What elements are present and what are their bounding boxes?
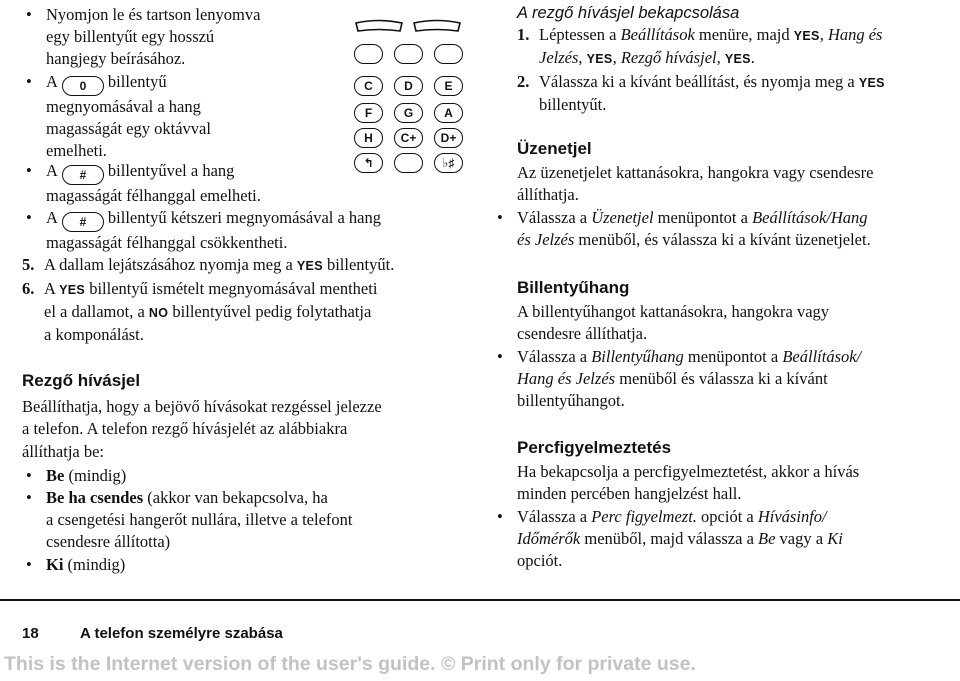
vibrating-alert-subheading: A rezgő hívásjel bekapcsolása — [517, 4, 740, 22]
flat-sharp-key-icon: ♭♯ — [434, 153, 463, 173]
key-g: G — [394, 103, 423, 123]
no-key-label: NO — [148, 305, 169, 320]
bullet-long-note: • Nyomjon le és tartson lenyomva egy billentyűt egy hosszú hangjegy beírásához. — [22, 4, 362, 71]
right-soft-key-icon — [412, 18, 462, 34]
bullet-semitone-up: • A # billentyűvel a hang magasságát félhanggal emelheti. — [22, 160, 482, 207]
yes-key-label: YES — [296, 259, 323, 274]
left-soft-key-icon — [354, 18, 404, 34]
keypad-illustration — [354, 18, 464, 178]
yes-key-label: YES — [59, 282, 86, 297]
page-number: 18 — [22, 625, 39, 642]
step-2: 2. Válassza ki a kívánt beállítást, és nyomja meg a YES billentyűt. — [517, 71, 885, 114]
bullet-octave: • A 0 billentyű megnyomásával a hang magasságát egy oktávval emelheti. — [22, 71, 362, 163]
option-on-if-silent: • Be ha csendes (akkor van bekapcsolva, ha a csengetési hangerőt nullára, illetve a telefont csendesre állította) — [22, 487, 482, 554]
message-alert-bullet: • Válassza a Üzenetjel menüpontot a Beállítások/Hang és Jelzés menüből, és válassza ki a kívánt üzenetjelet. — [493, 207, 957, 251]
key-c-sharp: C+ — [394, 128, 423, 148]
step-6: 6. A YES billentyű ismételt megnyomásával mentheti el a dallamot, a NO billentyűvel pedig folytathatja a komponálást. — [22, 278, 378, 345]
zero-key-icon — [394, 153, 423, 173]
vibrating-alert-intro: Beállíthatja, hogy a bejövő hívásokat rezgéssel jelezze a telefon. A telefon rezgő hívásjelét az alábbiakra állíthatja be: — [22, 397, 382, 461]
key-d: D — [394, 76, 423, 96]
minute-minder-heading: Percfigyelmeztetés — [517, 438, 672, 457]
zero-key-icon: 0 — [62, 76, 104, 96]
key-a: A — [434, 103, 463, 123]
key-sound-text: A billentyűhangot kattanásokra, hangokra vagy csendesre állíthatja. — [517, 302, 830, 344]
hash-key-icon: # — [62, 165, 104, 185]
option-on: • Be (mindig) — [22, 465, 482, 487]
key-h: H — [354, 128, 383, 148]
key-c: C — [354, 76, 383, 96]
call-key-icon — [354, 44, 383, 64]
key-d-sharp: D+ — [434, 128, 463, 148]
end-key-icon — [434, 44, 463, 64]
minute-minder-bullet: • Válassza a Perc figyelmezt. opciót a Hívásinfo/ Időmérők menüből, majd válassza a Be vagy a Ki opciót. — [493, 506, 957, 573]
message-alert-text: Az üzenetjelet kattanásokra, hangokra vagy csendesre állíthatja. — [517, 163, 874, 205]
footer-divider — [0, 599, 960, 601]
key-e: E — [434, 76, 463, 96]
star-key-icon: ↰ — [354, 153, 383, 173]
key-sound-bullet: • Válassza a Billentyűhang menüpontot a Beállítások/ Hang és Jelzés menüből és válassza ki a kívánt billentyűhangot. — [493, 346, 957, 413]
step-1: 1. Léptessen a Beállítások menüre, majd YES, Hang és Jelzés, YES, Rezgő hívásjel, YES. — [517, 25, 883, 68]
key-f: F — [354, 103, 383, 123]
internet-version-notice: This is the Internet version of the user's guide. © Print only for private use. — [4, 653, 696, 675]
hash-key-icon: # — [62, 212, 104, 232]
vibrating-alert-heading: Rezgő hívásjel — [22, 371, 141, 390]
key-sound-heading: Billentyűhang — [517, 278, 630, 297]
step-5: 5. A dallam lejátszásához nyomja meg a YES billentyűt. — [22, 255, 395, 275]
footer-title: A telefon személyre szabása — [80, 625, 283, 642]
message-alert-heading: Üzenetjel — [517, 139, 592, 158]
option-off: • Ki (mindig) — [22, 554, 482, 576]
bullet-semitone-down: • A # billentyű kétszeri megnyomásával a hang magasságát félhanggal csökkentheti. — [22, 207, 482, 254]
minute-minder-text: Ha bekapcsolja a percfigyelmeztetést, akkor a hívás minden percében hangjelzést hall. — [517, 462, 860, 504]
nav-key-icon — [394, 44, 423, 64]
